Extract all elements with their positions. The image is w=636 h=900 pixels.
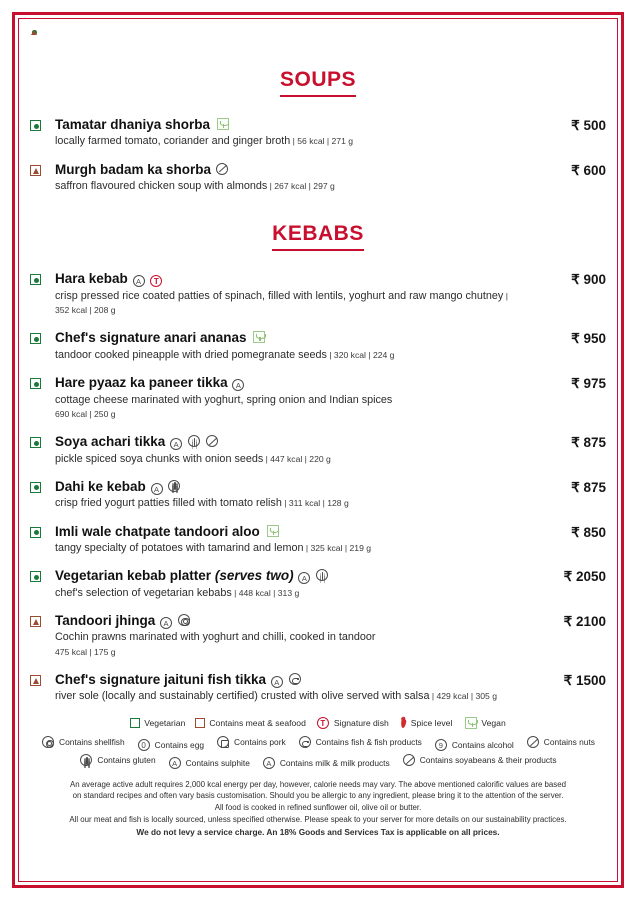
menu-item-description (55, 541, 520, 555)
menu-item[interactable] (30, 271, 606, 317)
menu-item[interactable] (30, 117, 606, 149)
menu-item-price: ₹ 2050 (563, 569, 606, 585)
contains-milk-icon: A (170, 438, 182, 450)
vegetarian-marker-icon (130, 718, 140, 728)
menu-item-name: Hare pyaaz ka paneer tikka (55, 375, 228, 391)
fineprint-tax-notice: We do not levy a service charge. An 18% Goods and Services Tax is applicable on all prices. (136, 826, 500, 837)
contains-milk-icon: A (263, 757, 275, 769)
contains-milk-icon: A (298, 572, 310, 584)
contains-pork-icon (217, 736, 229, 748)
menu-item[interactable] (30, 479, 606, 511)
legend-label: Contains shellfish (59, 736, 125, 747)
legend-label: Contains milk & milk products (279, 757, 390, 768)
legend-entry-allergen (402, 753, 557, 768)
menu-item-name-line (55, 613, 520, 629)
legend-entry-allergen (137, 738, 204, 753)
menu-item-description-text: pickle spiced soya chunks with onion seeds (55, 452, 264, 465)
menu-item-main (30, 672, 520, 704)
menu-item-price: ₹ 600 (571, 162, 606, 178)
non-vegetarian-marker-icon (30, 165, 41, 176)
legend-label: Contains pork (234, 736, 286, 747)
menu-item-name-line (55, 271, 520, 287)
menu-item-price: ₹ 2100 (563, 613, 606, 629)
legend-entry-allergen (262, 756, 390, 771)
menu-item-name-line (55, 434, 520, 450)
contains-shellfish-icon (178, 614, 190, 626)
menu-item-description-text: chef's selection of vegetarian kebabs (55, 586, 232, 599)
menu-item-main (30, 117, 520, 149)
contains-nuts-icon (527, 736, 539, 748)
vegetarian-marker-icon (30, 527, 41, 538)
contains-milk-icon: A (160, 617, 172, 629)
menu-item-nutrition: | 325 kcal | 219 g (303, 543, 372, 553)
menu-item-name-line (55, 162, 520, 178)
contains-soya-icon (403, 754, 415, 766)
menu-item-nutrition: | 311 kcal | 128 g (281, 498, 349, 509)
menu-item-name: Murgh badam ka shorba (55, 161, 212, 177)
menu-item[interactable] (30, 162, 606, 194)
menu-item-nutrition: | 56 kcal | 271 g (290, 136, 354, 147)
spice-level-icon (399, 717, 407, 729)
legend-label: Contains nuts (543, 736, 595, 747)
menu-item-price: ₹ 850 (571, 524, 606, 540)
contains-egg-icon: 0 (138, 739, 150, 751)
menu-item-description-text: river sole (locally and sustainably certified) crusted with olive served with salsa (55, 690, 430, 703)
vegan-icon (253, 331, 265, 343)
menu-item[interactable] (30, 613, 606, 659)
menu-item-description (55, 348, 520, 362)
menu-item-description (55, 496, 520, 510)
menu-item-description (55, 586, 520, 600)
legend-label: Contains fish & fish products (315, 736, 422, 747)
vegetarian-marker-icon (30, 437, 41, 448)
legend-dietary (30, 717, 606, 729)
menu-item-name: Imli wale chatpate tandoori aloo (55, 523, 260, 539)
menu-item-description (55, 289, 520, 318)
menu-item-main (30, 524, 520, 556)
menu-item[interactable] (30, 434, 606, 466)
menu-item-name-line (55, 568, 520, 584)
menu-item-nutrition: | 267 kcal | 297 g (267, 181, 335, 192)
non-vegetarian-marker-icon (30, 616, 41, 627)
vegetarian-marker-icon (30, 274, 41, 285)
vegan-icon (267, 525, 279, 537)
legend-label: Signature dish (333, 717, 389, 728)
menu-item-serves: (serves two) (214, 568, 294, 584)
legend-entry-allergen (298, 735, 422, 750)
menu-item-name: Chef's signature anari ananas (55, 330, 247, 346)
legend-entry-allergen (41, 735, 125, 750)
contains-milk-icon: A (133, 275, 145, 287)
legend-label: Contains meat & seafood (209, 717, 306, 728)
legend-entry-allergen (79, 753, 155, 768)
menu-item-name: Chef's signature jaituni fish tikka (55, 671, 267, 687)
menu-item-description-text: crisp fried yogurt patties filled with tomato relish (55, 497, 282, 510)
menu-item-price: ₹ 1500 (563, 672, 606, 688)
contains-fish-icon (299, 736, 311, 748)
contains-milk-icon: A (151, 483, 163, 495)
legend-allergens-row-1 (30, 735, 606, 753)
signature-dish-icon: T (317, 717, 329, 729)
legend-entry-dietary (399, 717, 453, 729)
menu-item-main (30, 375, 520, 421)
legend-label: Contains soyabeans & their products (419, 754, 557, 765)
section-items-kebabs (30, 271, 606, 703)
menu-item-price: ₹ 900 (571, 272, 606, 288)
fineprint-line-1: An average active adult requires 2,000 kcal energy per day, however, calorie needs may vary. The above mentioned calorific values are based (69, 779, 567, 789)
menu-item-price: ₹ 950 (571, 331, 606, 347)
menu-item-main (30, 434, 520, 466)
contains-milk-icon: A (232, 379, 244, 391)
vegetarian-marker-icon (30, 120, 41, 131)
menu-item-price: ₹ 875 (571, 435, 606, 451)
legend-label: Spice level (410, 717, 453, 728)
menu-item-description (55, 452, 520, 466)
menu-item-main (30, 162, 520, 194)
menu-item-description (55, 630, 520, 659)
menu-item-description (55, 179, 520, 193)
menu-item-name-line (55, 375, 520, 391)
menu-item-price: ₹ 975 (571, 376, 606, 392)
menu-item-description-text: Cochin prawns marinated with yoghurt and chilli, cooked in tandoor (55, 631, 376, 644)
contains-soya-icon (206, 435, 218, 447)
contains-sulphite-icon: A (169, 757, 181, 769)
menu-item-nutrition: | 320 kcal | 224 g (326, 349, 395, 360)
menu-item-main (30, 479, 520, 511)
contains-gluten-icon (168, 480, 180, 492)
menu-item-nutrition: 475 kcal | 175 g (55, 646, 116, 657)
section-title-kebabs (30, 222, 606, 251)
menu-item[interactable] (30, 330, 606, 362)
signature-dish-icon: T (150, 275, 162, 287)
menu-content (30, 28, 606, 872)
menu-item-nutrition: | 448 kcal | 313 g (231, 587, 300, 598)
menu-item-description-text: locally farmed tomato, coriander and ginger broth (55, 135, 291, 148)
section-items-soups (30, 117, 606, 193)
legend-label: Contains egg (154, 739, 205, 750)
menu-item-description (55, 689, 520, 703)
menu-item-description-text: tangy specialty of potatoes with tamarind and lemon (55, 542, 304, 554)
legend-entry-allergen (434, 738, 514, 753)
vegetarian-marker-icon (30, 378, 41, 389)
menu-item-name-line (55, 672, 520, 688)
menu-item-main (30, 271, 520, 317)
menu-item-description-text: tandoor cooked pineapple with dried pomegranate seeds (55, 348, 327, 361)
legend-entry-allergen (168, 756, 250, 771)
legend-label: Contains alcohol (451, 739, 514, 750)
menu-item-name: Vegetarian kebab platter (55, 568, 212, 584)
menu-item-description-text: crisp pressed rice coated patties of spinach, filled with lentils, yoghurt and raw mango chutney (55, 289, 504, 302)
legend-entry-allergen (526, 735, 595, 750)
legend-entry-dietary (195, 718, 306, 728)
legend-entry-dietary (462, 717, 505, 729)
contains-fish-icon (289, 673, 301, 685)
menu-item[interactable] (30, 375, 606, 421)
menu-item-description-text: saffron flavoured chicken soup with almonds (55, 180, 268, 193)
vegetarian-marker-icon (30, 482, 41, 493)
menu-item-name: Tandoori jhinga (55, 612, 156, 628)
menu-item[interactable] (30, 568, 606, 600)
legend-label: Contains gluten (97, 754, 156, 765)
menu-item-name: Dahi ke kebab (55, 478, 146, 494)
contains-nuts-icon (216, 163, 228, 175)
contains-gluten-icon (188, 435, 200, 447)
menu-item-price: ₹ 875 (571, 479, 606, 495)
menu-item-name: Tamatar dhaniya shorba (55, 117, 211, 132)
legend-entry-allergen (216, 735, 286, 750)
menu-item-name-line (55, 117, 520, 133)
menu-item[interactable] (30, 672, 606, 704)
vegan-icon (465, 717, 477, 729)
legend-label: Vegan (481, 717, 506, 728)
menu-item-main (30, 568, 520, 600)
menu-item-name: Hara kebab (55, 271, 128, 287)
menu-item-main (30, 613, 520, 659)
non-vegetarian-marker-icon (30, 675, 41, 686)
fineprint-line-4: All our meat and fish is locally sourced, unless specified otherwise. Please speak to your server for more details on our sustainability practices. (69, 814, 567, 824)
contains-gluten-icon (316, 569, 328, 581)
menu-item-name-line (55, 330, 520, 346)
fineprint-line-2: on standard recipes and often vary basis customisation. Should you be allergic to any ingredient, please bring it to the attention of the server. (72, 791, 564, 801)
menu-item-price: ₹ 500 (571, 118, 606, 133)
contains-shellfish-icon (42, 736, 54, 748)
section-title-soups (30, 68, 606, 97)
menu-item-nutrition: 690 kcal | 250 g (55, 408, 116, 419)
contains-milk-icon: A (271, 676, 283, 688)
legend-label: Vegetarian (144, 717, 186, 728)
legend-entry-dietary (316, 717, 389, 729)
fineprint-line-3: All food is cooked in refined sunflower oil, olive oil or butter. (214, 803, 422, 813)
section-title-soups-text: SOUPS (280, 68, 356, 97)
menu-item[interactable] (30, 524, 606, 556)
menu-item-description-text: cottage cheese marinated with yoghurt, spring onion and Indian spices (55, 393, 393, 406)
legend-label: Contains sulphite (185, 757, 250, 768)
legend-entry-dietary (130, 718, 185, 728)
contains-alcohol-icon: 9 (435, 739, 447, 751)
legend-allergens (30, 735, 606, 771)
menu-item-main (30, 330, 520, 362)
menu-item-nutrition: | 352 kcal | 208 g (55, 290, 508, 316)
section-title-kebabs-text: KEBABS (272, 222, 364, 251)
menu-item-nutrition: | 447 kcal | 220 g (263, 453, 331, 464)
menu-item-description (55, 134, 520, 148)
menu-item-name-line (55, 524, 520, 540)
vegan-icon (217, 118, 229, 130)
menu-item-nutrition: | 429 kcal | 305 g (429, 691, 497, 702)
non-vegetarian-marker-icon (195, 718, 205, 728)
menu-item-description (55, 393, 520, 422)
vegetarian-marker-icon (30, 571, 41, 582)
contains-gluten-icon (80, 754, 92, 766)
menu-item-name: Soya achari tikka (55, 434, 166, 450)
fineprint-disclaimer (30, 779, 606, 838)
legend-allergens-row-2 (30, 753, 606, 771)
menu-item-name-line (55, 479, 520, 495)
vegetarian-marker-icon (30, 333, 41, 344)
